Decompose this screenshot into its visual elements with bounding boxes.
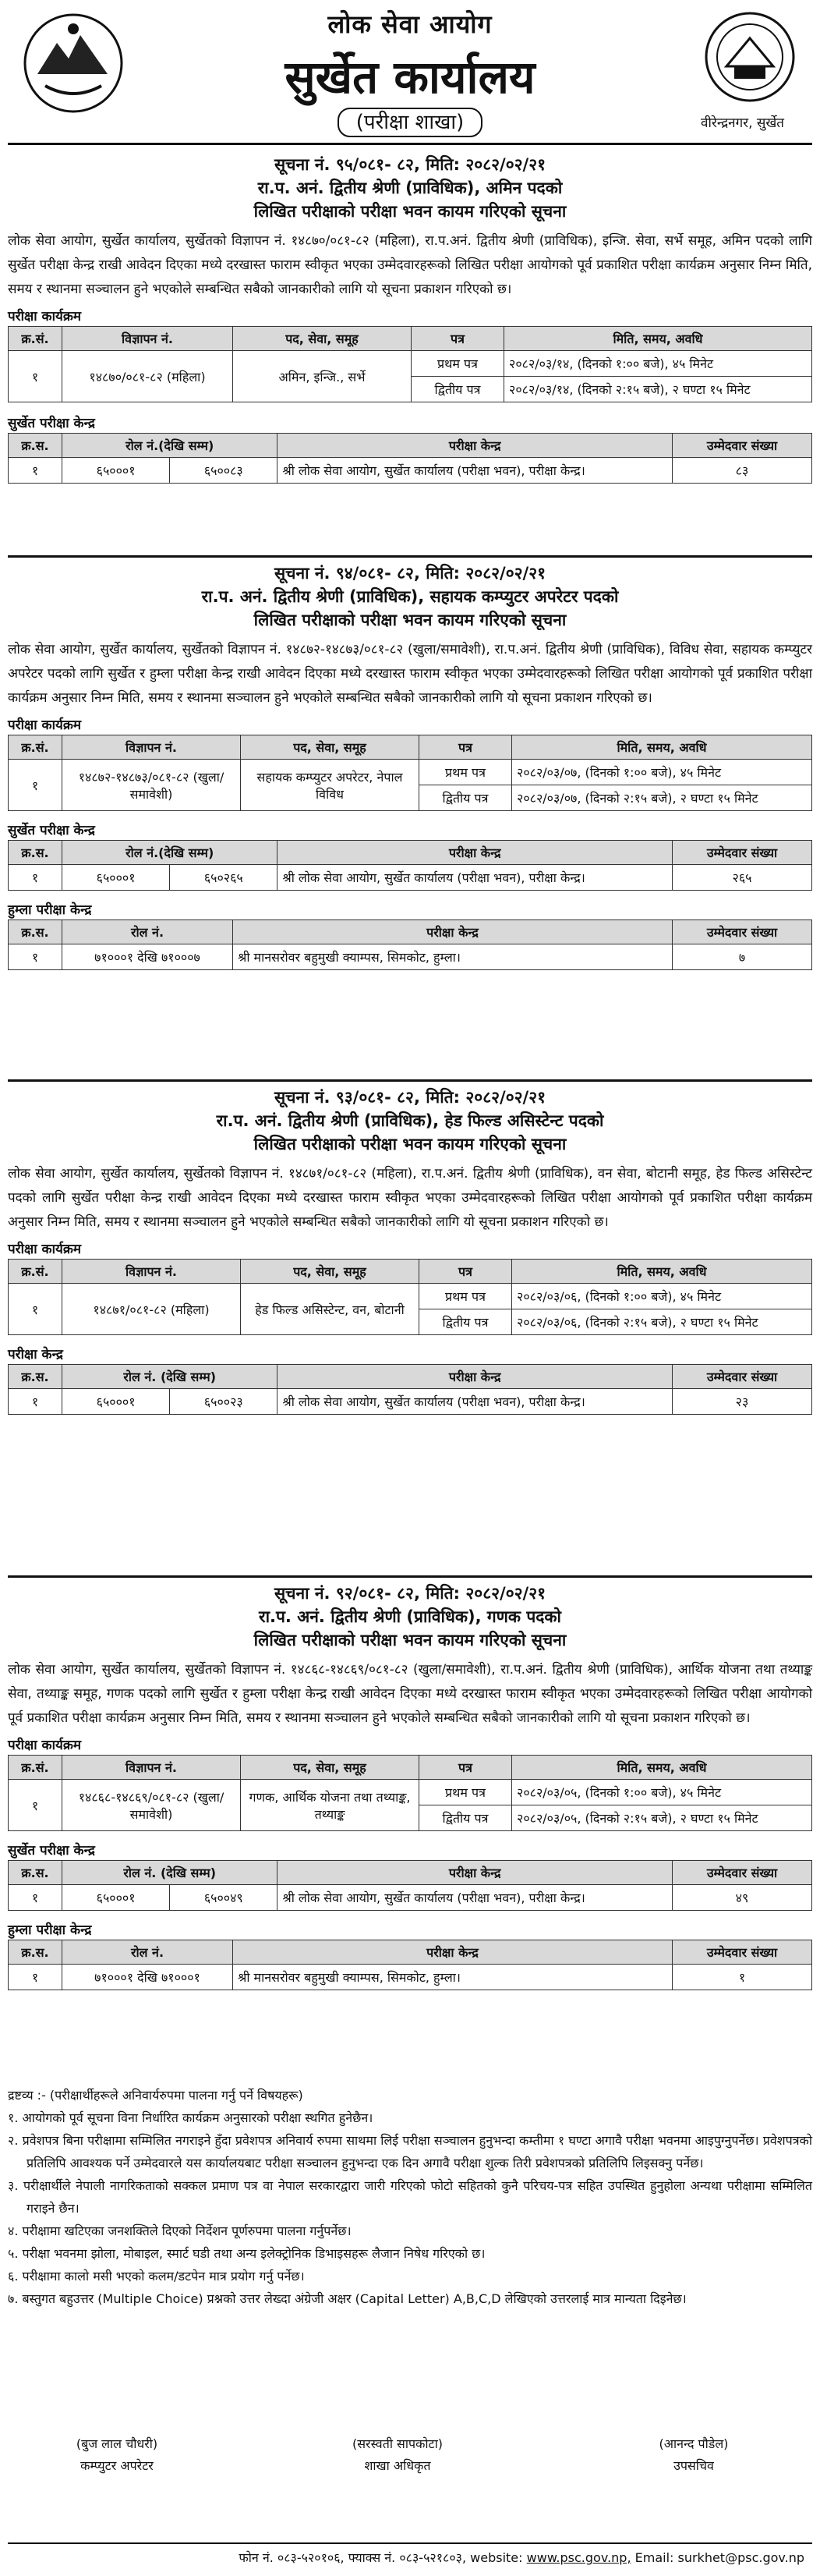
cell-date1: २०८२/०३/०७, (दिनको १:०० बजे), ४५ मिनेट — [512, 760, 812, 785]
footer-contact — [239, 2549, 804, 2566]
program-table — [8, 326, 812, 402]
col-sn: क्र.स. — [9, 841, 62, 865]
cell-post: अमिन, इन्जि., सर्भे — [233, 351, 412, 402]
signatory-role: शाखा अधिकृत — [364, 2458, 431, 2473]
cell-paper1: प्रथम पत्र — [419, 1284, 512, 1309]
program-heading: परीक्षा कार्यक्रम — [8, 718, 82, 733]
notice-body: लोक सेवा आयोग, सुर्खेत कार्यालय, सुर्खेतको विज्ञापन नं. १४८७०/०८१-८२ (महिला), रा.प.अनं. द्वितीय श्रेणी (प्राविधिक), इन्जि. सेवा, सर्भे समूह, अमिन पदको लागि सुर्खेत परीक्षा केन्द्र राखी आवेदन दिएका मध्ये दरखास्त फाराम स्वीकृत भएका उम्मेदवारहरूको लिखित परीक्षा आयोगको पूर्व प्रकाशित परीक्षा कार्यक्रम अनुसार निम्न मिति, समय र स्थानमा सञ्चालन हुने भएकोले सम्बन्धित सबैको जानकारीको लागि यो सूचना प्रकाशन गरिएको छ। — [8, 233, 812, 297]
cell-paper2: द्वितीय पत्र — [419, 1805, 512, 1831]
signatory-name: (आनन्द पौडेल) — [659, 2436, 729, 2451]
humla-centre-heading: हुम्ला परीक्षा केन्द्र — [8, 902, 92, 918]
cell-date2: २०८२/०३/१४, (दिनको २:१५ बजे), २ घण्टा १५ मिनेट — [504, 377, 812, 402]
cell-paper1: प्रथम पत्र — [419, 760, 512, 785]
centre-heading: सुर्खेत परीक्षा केन्द्र — [8, 416, 95, 431]
cell-post: गणक, आर्थिक योजना तथा तथ्याङ्क, तथ्याङ्क — [241, 1780, 419, 1831]
cell-date1: २०८२/०३/०६, (दिनको १:०० बजे), ४५ मिनेट — [512, 1284, 812, 1309]
cell-centre: श्री मानसरोवर बहुमुखी क्याम्पस, सिमकोट, हुम्ला। — [233, 944, 673, 970]
humla-centre-table — [8, 919, 812, 970]
col-adv: विज्ञापन नं. — [62, 1260, 241, 1284]
notice-92 — [8, 1582, 812, 1990]
centre-table — [8, 1364, 812, 1415]
program-heading: परीक्षा कार्यक्रम — [8, 1738, 82, 1753]
instruction-item: ६. परीक्षामा कालो मसी भएको कलम/डटपेन मात्र प्रयोग गर्नु पर्नेछ। — [8, 2269, 305, 2284]
office-location: वीरेन्द्रनगर, सुर्खेत — [701, 115, 784, 131]
notice-subtitle: रा.प. अनं. द्वितीय श्रेणी (प्राविधिक), अमिन पदको — [257, 179, 563, 197]
col-sn: क्र.स. — [9, 1861, 62, 1885]
col-sn: क्र.स. — [9, 1940, 62, 1965]
cell-adv: १४८७०/०८१-८२ (महिला) — [62, 351, 233, 402]
cell-sn: १ — [9, 865, 62, 891]
signatory-name: (सरस्वती सापकोटा) — [352, 2436, 443, 2451]
col-sn: क्र.स. — [9, 1365, 62, 1389]
program-heading: परीक्षा कार्यक्रम — [8, 1242, 82, 1257]
instruction-item: ५. परीक्षा भवनमा झोला, मोबाइल, स्मार्ट घडी तथा अन्य इलेक्ट्रोनिक डिभाइसहरू लैजान निषेध गरिएको छ। — [8, 2246, 486, 2261]
col-count: उम्मेदवार संख्या — [673, 841, 812, 865]
header-divider — [8, 143, 812, 145]
cell-count: ४९ — [673, 1885, 812, 1911]
section-label: (परीक्षा शाखा) — [338, 108, 482, 137]
cell-adv: १४८६८-१४८६९/०८१-८२ (खुला/समावेशी) — [62, 1780, 241, 1831]
program-table — [8, 1755, 812, 1831]
instruction-item: २. प्रवेशपत्र बिना परीक्षामा सम्मिलित नगराइने हुँदा प्रवेशपत्र अनिवार्य रुपमा साथमा लिई परीक्षा सञ्चालन हुनुभन्दा कम्तीमा १ घण्टा अगावै परीक्षा भवनमा आइपुग्नुपर्नेछ। प्रवेशपत्रको प्रतिलिपि आवश्यक पर्ने उम्मेदवारले यस कार्यालयबाट परीक्षा सञ्चालन हुनुभन्दा एक दिन अगावै परीक्षा शुल्क तिरी प्रवेशपत्रको प्रतिलिपि लिइसक्नु पर्नेछ। — [8, 2133, 812, 2170]
cell-post: हेड फिल्ड असिस्टेन्ट, वन, बोटानी — [241, 1284, 419, 1335]
cell-adv: १४८७१/०८१-८२ (महिला) — [62, 1284, 241, 1335]
col-sn: क्र.सं. — [9, 1756, 62, 1780]
section-name — [8, 107, 812, 135]
col-date: मिति, समय, अवधि — [512, 1260, 812, 1284]
centre-heading: सुर्खेत परीक्षा केन्द्र — [8, 1843, 95, 1858]
col-sn: क्र.सं. — [9, 735, 62, 760]
cell-centre: श्री लोक सेवा आयोग, सुर्खेत कार्यालय (परीक्षा भवन), परीक्षा केन्द्र। — [277, 1389, 673, 1415]
signature-under-secretary — [600, 2433, 787, 2477]
office-name: सुर्खेत कार्यालय — [285, 51, 535, 104]
humla-centre-table — [8, 1940, 812, 1990]
cell-date2: २०८२/०३/०७, (दिनको २:१५ बजे), २ घण्टा १५ मिनेट — [512, 785, 812, 811]
notice-subtitle: रा.प. अनं. द्वितीय श्रेणी (प्राविधिक), सहायक कम्प्युटर अपरेटर पदको — [201, 587, 619, 606]
signature-section-officer — [304, 2433, 491, 2477]
cell-paper2: द्वितीय पत्र — [419, 785, 512, 811]
notice-divider — [8, 1079, 812, 1082]
cell-centre: श्री लोक सेवा आयोग, सुर्खेत कार्यालय (परीक्षा भवन), परीक्षा केन्द्र। — [277, 865, 673, 891]
instruction-item: ४. परीक्षामा खटिएका जनशक्तिले दिएको निर्देशन पूर्णरुपमा पालना गर्नुपर्नेछ। — [8, 2223, 352, 2238]
col-roll: रोल नं. — [62, 1940, 233, 1965]
program-table — [8, 1259, 812, 1335]
col-sn: क्र.सं. — [9, 327, 62, 351]
program-heading: परीक्षा कार्यक्रम — [8, 309, 82, 324]
col-centre: परीक्षा केन्द्र — [233, 1940, 673, 1965]
col-centre: परीक्षा केन्द्र — [233, 920, 673, 944]
col-count: उम्मेदवार संख्या — [673, 1940, 812, 1965]
centre-table — [8, 840, 812, 891]
cell-sn: १ — [9, 944, 62, 970]
notice-subject: लिखित परीक्षाको परीक्षा भवन कायम गरिएको सूचना — [253, 611, 567, 629]
cell-adv: १४८७२-१४८७३/०८१-८२ (खुला/समावेशी) — [62, 760, 241, 811]
cell-roll-to: ६५०२६५ — [170, 865, 277, 891]
cell-centre: श्री लोक सेवा आयोग, सुर्खेत कार्यालय (परीक्षा भवन), परीक्षा केन्द्र। — [277, 458, 673, 484]
humla-centre-heading: हुम्ला परीक्षा केन्द्र — [8, 1922, 92, 1938]
notice-divider — [8, 555, 812, 558]
col-adv: विज्ञापन नं. — [62, 735, 241, 760]
col-roll: रोल नं.(देखि सम्म) — [62, 434, 277, 458]
cell-sn: १ — [9, 351, 62, 402]
cell-roll: ७१०००१ देखि ७१०००७ — [62, 944, 233, 970]
notice-95 — [8, 153, 812, 484]
cell-paper1: प्रथम पत्र — [419, 1780, 512, 1805]
signature-computer-operator — [23, 2433, 210, 2477]
notice-94 — [8, 562, 812, 970]
col-paper: पत्र — [412, 327, 504, 351]
cell-roll-to: ६५००८३ — [170, 458, 277, 484]
signatory-role: कम्प्युटर अपरेटर — [80, 2458, 154, 2473]
col-roll: रोल नं. (देखि सम्म) — [62, 1861, 277, 1885]
cell-paper1: प्रथम पत्र — [412, 351, 504, 377]
cell-roll-to: ६५००४९ — [170, 1885, 277, 1911]
centre-heading: परीक्षा केन्द्र — [8, 1347, 63, 1362]
notice-body: लोक सेवा आयोग, सुर्खेत कार्यालय, सुर्खेतको विज्ञापन नं. १४८६८-१४८६९/०८१-८२ (खुला/समावेशी), रा.प.अनं. द्वितीय श्रेणी (प्राविधिक), आर्थिक योजना तथा तथ्याङ्क सेवा, तथ्याङ्क समूह, गणक पदको लागि सुर्खेत र हुम्ला परीक्षा केन्द्र राखी आवेदन दिएका मध्ये दरखास्त फाराम स्वीकृत भएका उम्मेदवारहरूको लिखित परीक्षा आयोगको पूर्व प्रकाशित परीक्षा कार्यक्रम अनुसार निम्न मिति, समय र स्थानमा सञ्चालन हुने भएकोले सम्बन्धित सबैको जानकारीको लागि यो सूचना प्रकाशन गरिएको छ। — [8, 1662, 812, 1726]
notice-93 — [8, 1086, 812, 1415]
cell-roll-from: ६५०००१ — [62, 1885, 170, 1911]
col-paper: पत्र — [419, 1260, 512, 1284]
notice-subject: लिखित परीक्षाको परीक्षा भवन कायम गरिएको सूचना — [253, 1631, 567, 1649]
cell-count: २६५ — [673, 865, 812, 891]
col-count: उम्मेदवार संख्या — [673, 1365, 812, 1389]
notice-title: सूचना नं. ९३/०८१- ८२, मिति: २०८२/०२/२१ — [274, 1088, 546, 1107]
notice-body: लोक सेवा आयोग, सुर्खेत कार्यालय, सुर्खेतको विज्ञापन नं. १४८७२-१४८७३/०८१-८२ (खुला/समावेशी), रा.प.अनं. द्वितीय श्रेणी (प्राविधिक), विविध सेवा, सहायक कम्प्युटर अपरेटर पदको लागि सुर्खेत र हुम्ला परीक्षा केन्द्र राखी आवेदन दिएका मध्ये दरखास्त फाराम स्वीकृत भएका उम्मेदवारहरूको लिखित परीक्षा आयोगको पूर्व प्रकाशित परीक्षा कार्यक्रम अनुसार निम्न मिति, समय र स्थानमा सञ्चालन हुने भएकोले सम्बन्धित सबैको जानकारीको लागि यो सूचना प्रकाशन गरिएको छ। — [8, 642, 812, 706]
centre-table — [8, 1860, 812, 1911]
col-post: पद, सेवा, समूह — [233, 327, 412, 351]
col-centre: परीक्षा केन्द्र — [277, 1365, 673, 1389]
col-count: उम्मेदवार संख्या — [673, 1861, 812, 1885]
centre-heading: सुर्खेत परीक्षा केन्द्र — [8, 823, 95, 838]
col-date: मिति, समय, अवधि — [512, 1756, 812, 1780]
notice-divider — [8, 1575, 812, 1578]
col-centre: परीक्षा केन्द्र — [277, 434, 673, 458]
notice-subtitle: रा.प. अनं. द्वितीय श्रेणी (प्राविधिक), गणक पदको — [259, 1607, 561, 1626]
cell-post: सहायक कम्प्युटर अपरेटर, नेपाल विविध — [241, 760, 419, 811]
cell-sn: १ — [9, 1965, 62, 1990]
notice-title: सूचना नं. ९४/०८१- ८२, मिति: २०८२/०२/२१ — [274, 564, 546, 583]
instructions — [8, 2084, 812, 2310]
col-adv: विज्ञापन नं. — [62, 327, 233, 351]
cell-date1: २०८२/०३/१४, (दिनको १:०० बजे), ४५ मिनेट — [504, 351, 812, 377]
notice-body: लोक सेवा आयोग, सुर्खेत कार्यालय, सुर्खेतको विज्ञापन नं. १४८७१/०८१-८२ (महिला), रा.प.अनं. द्वितीय श्रेणी (प्राविधिक), वन सेवा, बोटानी समूह, हेड फिल्ड असिस्टेन्ट पदको लागि सुर्खेत परीक्षा केन्द्र राखी आवेदन दिएका मध्ये दरखास्त फाराम स्वीकृत भएका उम्मेदवारहरूको लिखित परीक्षा आयोगको पूर्व प्रकाशित परीक्षा कार्यक्रम अनुसार निम्न मिति, समय र स्थानमा सञ्चालन हुने भएकोले सम्बन्धित सबैको जानकारीको लागि यो सूचना प्रकाशन गरिएको छ। — [8, 1166, 812, 1230]
cell-sn: १ — [9, 760, 62, 811]
instruction-item: १. आयोगको पूर्व सूचना विना निर्धारित कार्यक्रम अनुसारको परीक्षा स्थगित हुनेछैन। — [8, 2110, 373, 2125]
cell-sn: १ — [9, 1284, 62, 1335]
cell-count: ७ — [673, 944, 812, 970]
contact-phone-fax: फोन नं. ०८३-५२०१०६, फ्याक्स नं. ०८३-५२१८०३, website: — [239, 2550, 523, 2565]
cell-count: १ — [673, 1965, 812, 1990]
cell-date2: २०८२/०३/०५, (दिनको २:१५ बजे), २ घण्टा १५ मिनेट — [512, 1805, 812, 1831]
col-roll: रोल नं. (देखि सम्म) — [62, 1365, 277, 1389]
website-link[interactable]: www.psc.gov.np, — [526, 2550, 631, 2565]
notice-subtitle: रा.प. अनं. द्वितीय श्रेणी (प्राविधिक), हेड फिल्ड असिस्टेन्ट पदको — [216, 1111, 604, 1130]
notice-subject: लिखित परीक्षाको परीक्षा भवन कायम गरिएको सूचना — [253, 202, 567, 221]
office-seal-icon — [703, 10, 797, 104]
col-centre: परीक्षा केन्द्र — [277, 1861, 673, 1885]
signatory-name: (बुज लाल चौधरी) — [76, 2436, 158, 2451]
centre-table — [8, 433, 812, 484]
cell-roll-from: ६५०००१ — [62, 1389, 170, 1415]
cell-roll-to: ६५००२३ — [170, 1389, 277, 1415]
col-post: पद, सेवा, समूह — [241, 1756, 419, 1780]
footer-divider — [8, 2542, 812, 2544]
cell-date2: २०८२/०३/०६, (दिनको २:१५ बजे), २ घण्टा १५ मिनेट — [512, 1309, 812, 1335]
cell-centre: श्री मानसरोवर बहुमुखी क्याम्पस, सिमकोट, हुम्ला। — [233, 1965, 673, 1990]
org-name: लोक सेवा आयोग — [327, 9, 493, 39]
cell-count: ८३ — [673, 458, 812, 484]
cell-roll-from: ६५०००१ — [62, 865, 170, 891]
col-date: मिति, समय, अवधि — [504, 327, 812, 351]
col-sn: क्र.स. — [9, 920, 62, 944]
cell-sn: १ — [9, 1885, 62, 1911]
instructions-heading: द्रष्टव्य :- (परीक्षार्थीहरूले अनिवार्यरुपमा पालना गर्नु पर्ने विषयहरू) — [8, 2088, 303, 2103]
instruction-item: ३. परीक्षार्थीले नेपाली नागरिकताको सक्कल प्रमाण पत्र वा नेपाल सरकारद्वारा जारी गरिएको फोटो सहितको कुनै परिचय-पत्र सहित उपस्थित हुनुहोला अन्यथा परीक्षामा सम्मिलित गराइने छैन। — [8, 2178, 812, 2216]
col-paper: पत्र — [419, 1756, 512, 1780]
col-paper: पत्र — [419, 735, 512, 760]
col-date: मिति, समय, अवधि — [512, 735, 812, 760]
cell-count: २३ — [673, 1389, 812, 1415]
col-sn: क्र.सं. — [9, 1260, 62, 1284]
email-text: Email: surkhet@psc.gov.np — [634, 2550, 804, 2565]
cell-sn: १ — [9, 1780, 62, 1831]
signatory-role: उपसचिव — [673, 2458, 714, 2473]
cell-paper2: द्वितीय पत्र — [412, 377, 504, 402]
cell-sn: १ — [9, 458, 62, 484]
col-sn: क्र.स. — [9, 434, 62, 458]
col-post: पद, सेवा, समूह — [241, 1260, 419, 1284]
col-count: उम्मेदवार संख्या — [673, 434, 812, 458]
cell-sn: १ — [9, 1389, 62, 1415]
notice-title: सूचना नं. ९५/०८१- ८२, मिति: २०८२/०२/२१ — [274, 155, 546, 174]
col-adv: विज्ञापन नं. — [62, 1756, 241, 1780]
cell-paper2: द्वितीय पत्र — [419, 1309, 512, 1335]
instruction-item: ७. बस्तुगत बहुउत्तर (Multiple Choice) प्रश्नको उत्तर लेख्दा अंग्रेजी अक्षर (Capital Letter) A,B,C,D लेखिएको उत्तरलाई मात्र मान्यता दिइनेछ। — [8, 2291, 687, 2306]
cell-date1: २०८२/०३/०५, (दिनको १:०० बजे), ४५ मिनेट — [512, 1780, 812, 1805]
notice-title: सूचना नं. ९२/०८१- ८२, मिति: २०८२/०२/२१ — [274, 1584, 546, 1603]
col-centre: परीक्षा केन्द्र — [277, 841, 673, 865]
col-roll: रोल नं.(देखि सम्म) — [62, 841, 277, 865]
col-post: पद, सेवा, समूह — [241, 735, 419, 760]
col-count: उम्मेदवार संख्या — [673, 920, 812, 944]
cell-roll: ७१०००१ देखि ७१०००१ — [62, 1965, 233, 1990]
notice-subject: लिखित परीक्षाको परीक्षा भवन कायम गरिएको सूचना — [253, 1135, 567, 1153]
letterhead — [8, 4, 812, 144]
cell-centre: श्री लोक सेवा आयोग, सुर्खेत कार्यालय (परीक्षा भवन), परीक्षा केन्द्र। — [277, 1885, 673, 1911]
program-table — [8, 735, 812, 811]
cell-roll-from: ६५०००१ — [62, 458, 170, 484]
col-roll: रोल नं. — [62, 920, 233, 944]
